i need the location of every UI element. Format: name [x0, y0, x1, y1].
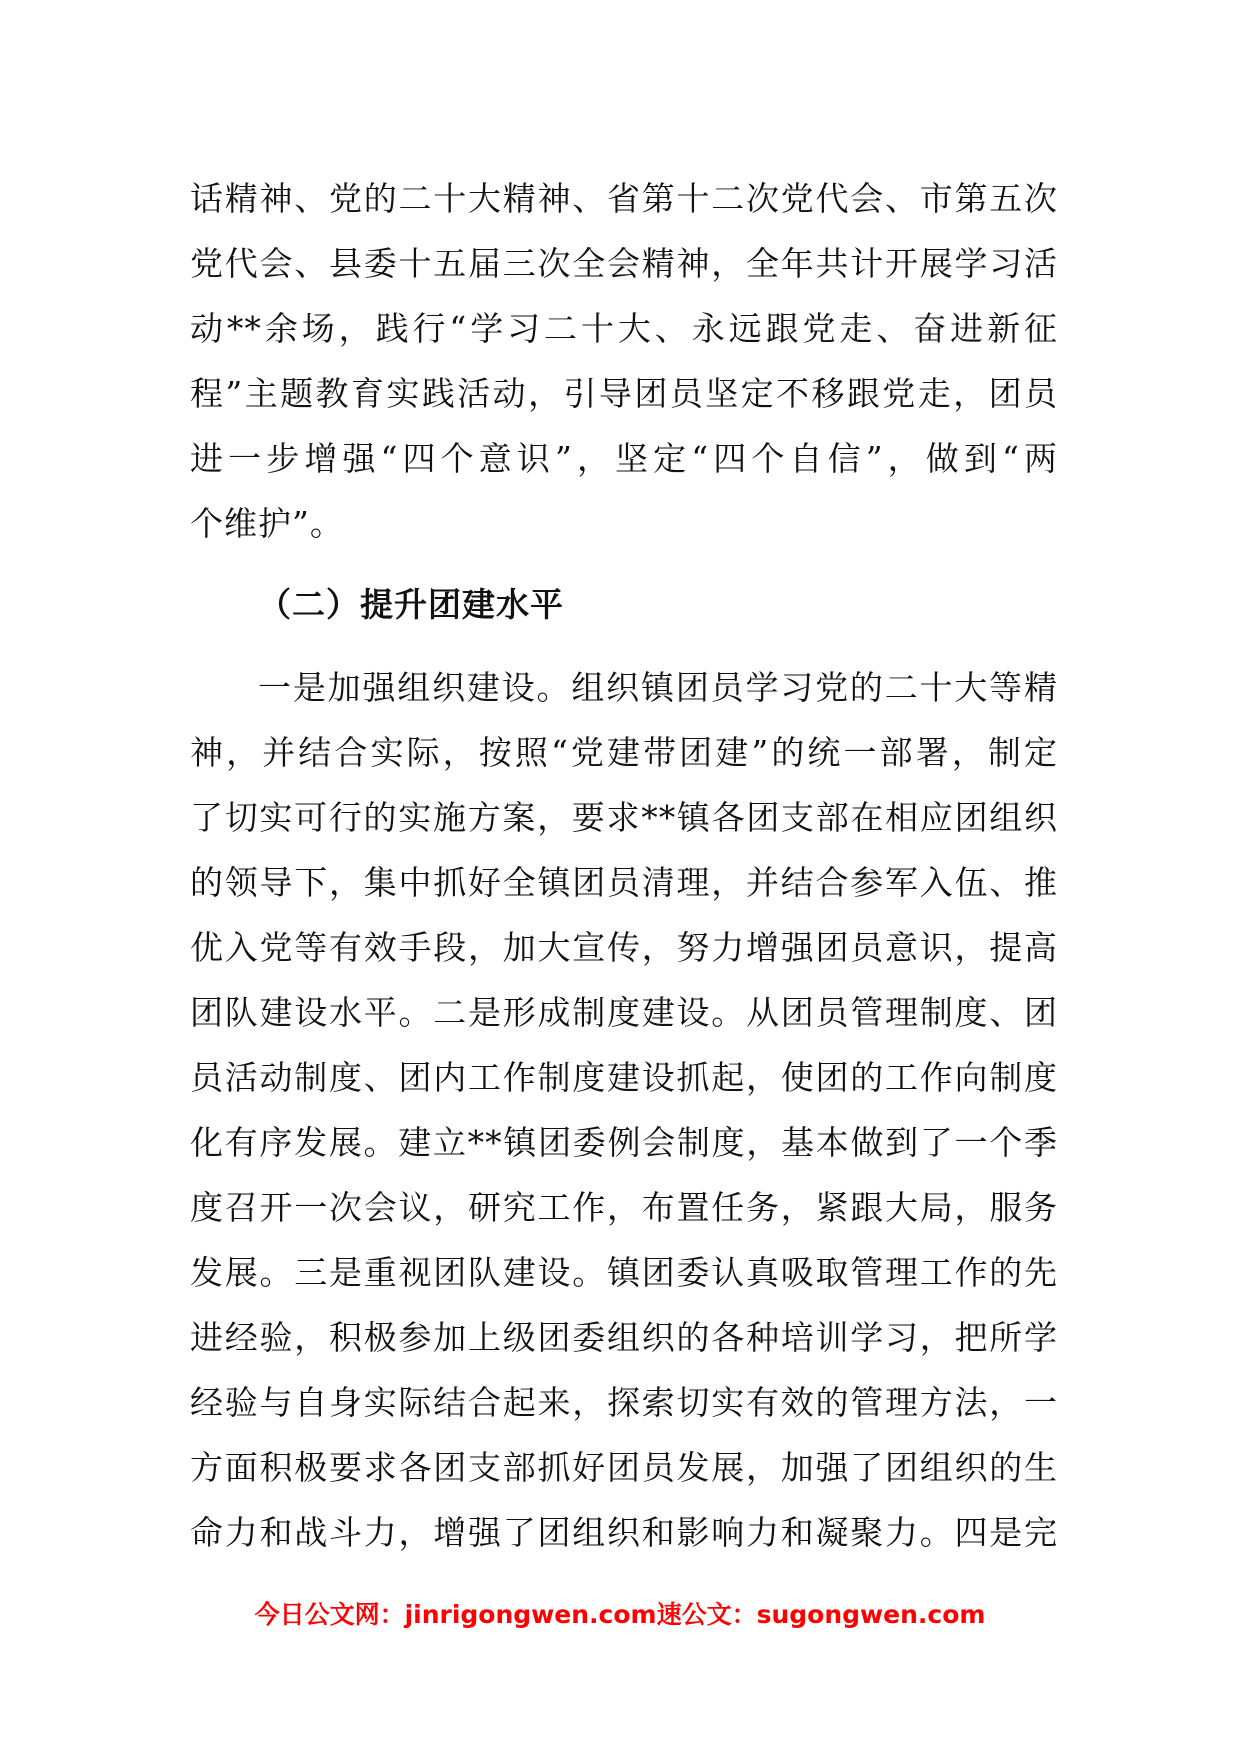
footer-site2-label: 速公文：	[656, 1600, 757, 1629]
text-line: 了切实可行的实施方案，要求**镇各团支部在相应团组织	[190, 798, 1058, 837]
text-line: 优入党等有效手段，加大宣传，努力增强团员意识，提高	[190, 928, 1058, 967]
text-line: 度召开一次会议，研究工作，布置任务，紧跟大局，服务	[190, 1188, 1058, 1227]
footer-watermark	[0, 1595, 1240, 1631]
text-line: 经验与自身实际结合起来，探索切实有效的管理方法，一	[190, 1383, 1058, 1422]
text-line: 程”主题教育实践活动，引导团员坚定不移跟党走，团员	[190, 374, 1058, 413]
paragraph-continuation	[190, 166, 1058, 556]
text-line: 话精神、党的二十大精神、省第十二次党代会、市第五次	[190, 179, 1058, 218]
section-heading: （二）提升团建水平	[258, 585, 564, 624]
text-line: 团队建设水平。二是形成制度建设。从团员管理制度、团	[190, 993, 1058, 1032]
text-line: 党代会、县委十五届三次全会精神，全年共计开展学习活	[190, 244, 1058, 283]
footer-site2-link[interactable]: sugongwen.com	[756, 1600, 986, 1629]
text-line: 神，并结合实际，按照“党建带团建”的统一部署，制定	[190, 733, 1058, 772]
text-line: 方面积极要求各团支部抓好团员发展，加强了团组织的生	[190, 1448, 1058, 1487]
text-line: 发展。三是重视团队建设。镇团委认真吸取管理工作的先	[190, 1253, 1058, 1292]
text-line: 动**余场，践行“学习二十大、永远跟党走、奋进新征	[190, 309, 1058, 348]
text-line: 的领导下，集中抓好全镇团员清理，并结合参军入伍、推	[190, 863, 1058, 902]
text-line: 进一步增强“四个意识”，坚定“四个自信”，做到“两	[190, 439, 1058, 478]
text-line: 进经验，积极参加上级团委组织的各种培训学习，把所学	[190, 1318, 1058, 1357]
text-line: 一是加强组织建设。组织镇团员学习党的二十大等精	[258, 668, 1058, 707]
text-line: 化有序发展。建立**镇团委例会制度，基本做到了一个季	[190, 1123, 1058, 1162]
footer-site1-label: 今日公文网：	[254, 1600, 405, 1629]
text-line: 个维护”。	[190, 504, 344, 543]
paragraph-body	[190, 655, 1058, 1565]
footer-site1-link[interactable]: jinrigongwen.com	[404, 1600, 657, 1629]
text-line: 命力和战斗力，增强了团组织和影响力和凝聚力。四是完	[190, 1513, 1058, 1552]
text-line: 员活动制度、团内工作制度建设抓起，使团的工作向制度	[190, 1058, 1058, 1097]
